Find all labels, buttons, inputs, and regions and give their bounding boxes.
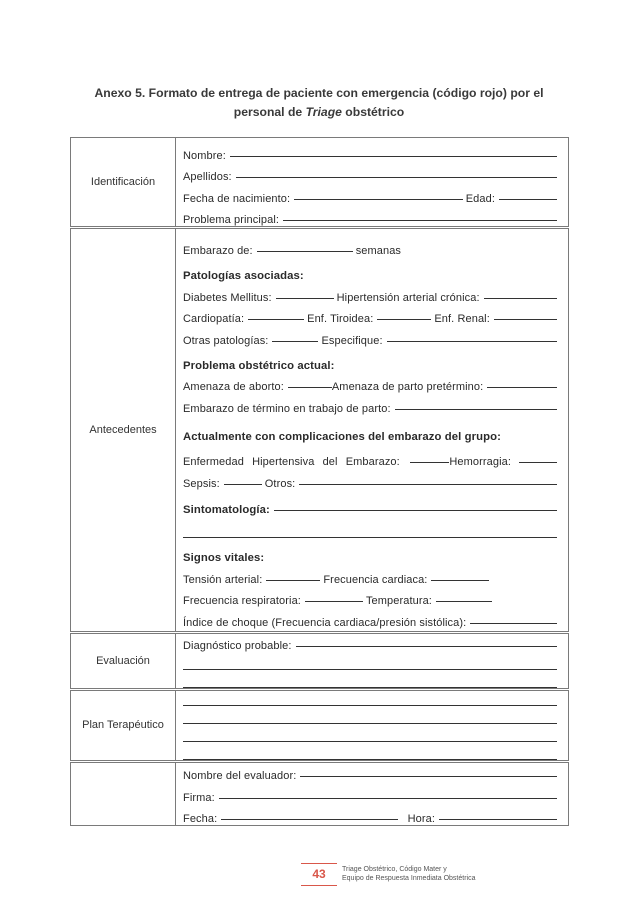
document-title [60, 84, 578, 122]
sepsis-label: Sepsis: [183, 477, 220, 490]
title-line-1: Anexo 5. Formato de entrega de paciente con emergencia (código rojo) por el [94, 86, 544, 100]
row-nombre [183, 140, 560, 162]
hemorragia-field[interactable] [519, 461, 557, 463]
footer-line-1: Triage Obstétrico, Código Mater y [342, 866, 447, 873]
fecha-nacimiento-label: Fecha de nacimiento: [183, 192, 291, 205]
firma-label: Firma: [183, 791, 215, 804]
row-signos-heading [183, 538, 560, 564]
indice-choque-field[interactable] [470, 622, 557, 624]
edad-field[interactable] [499, 198, 557, 200]
label-firma-empty [71, 761, 176, 825]
problema-field[interactable] [283, 219, 557, 221]
apellidos-label: Apellidos: [183, 171, 232, 184]
embarazo-termino-label: Embarazo de término en trabajo de parto: [183, 402, 391, 415]
temperatura-label: Temperatura: [365, 595, 432, 608]
row-amenazas [183, 372, 560, 394]
sintomatologia-field[interactable] [274, 509, 557, 511]
cardiopatia-label: Cardiopatía: [183, 313, 245, 326]
row-otras-patologias [183, 325, 560, 347]
frecuencia-cardiaca-field[interactable] [431, 579, 489, 581]
cardiopatia-field[interactable] [248, 318, 304, 320]
row-sepsis-otros [183, 468, 560, 490]
especifique-field[interactable] [387, 340, 557, 342]
section-firma [71, 761, 569, 825]
plan-line-3[interactable] [183, 724, 557, 742]
tension-arterial-label: Tensión arterial: [183, 573, 263, 586]
row-indice-choque [183, 607, 560, 629]
diabetes-label: Diabetes Mellitus: [183, 291, 272, 304]
hipertension-field[interactable] [484, 297, 557, 299]
otras-patologias-label: Otras patologías: [183, 334, 269, 347]
row-sintomatologia [183, 490, 560, 516]
diagnostico-field[interactable] [296, 645, 557, 647]
hora-field[interactable] [439, 818, 557, 820]
row-fecha-hora [183, 804, 560, 826]
tiroidea-field[interactable] [377, 318, 431, 320]
diagnostico-label: Diagnóstico probable: [183, 639, 292, 652]
frecuencia-respiratoria-field[interactable] [305, 600, 363, 602]
patologias-heading: Patologías asociadas: [183, 269, 304, 282]
complicaciones-heading: Actualmente con complicaciones del embarazo del grupo: [183, 430, 502, 443]
hemorragia-label: Hemorragia: [449, 455, 511, 468]
evaluador-label: Nombre del evaluador: [183, 769, 297, 782]
especifique-label: Especifique: [321, 334, 383, 347]
problema-actual-heading: Problema obstétrico actual: [183, 359, 335, 372]
apellidos-field[interactable] [236, 176, 557, 178]
tiroidea-label: Enf. Tiroidea: [307, 313, 374, 326]
enfermedad-hipertensiva-field[interactable] [410, 461, 450, 463]
otras-patologias-field[interactable] [272, 340, 318, 342]
row-enfermedad-hemorragia [183, 443, 560, 468]
indice-choque-label: Índice de choque (Frecuencia cardiaca/presión sistólica): [183, 616, 467, 629]
edad-label: Edad: [465, 192, 495, 205]
footer-text [342, 865, 475, 883]
label-evaluacion: Evaluación [71, 632, 176, 689]
fecha-field[interactable] [221, 818, 397, 820]
enfermedad-hipertensiva-label: Enfermedad Hipertensiva del Embarazo: [183, 455, 400, 468]
evaluador-field[interactable] [300, 775, 557, 777]
plan-line-4[interactable] [183, 742, 557, 760]
tension-arterial-field[interactable] [266, 579, 320, 581]
row-tension-fc [183, 564, 560, 586]
title-line-2-emphasis: Triage [305, 105, 342, 119]
sintomatologia-extra-line[interactable] [183, 516, 557, 539]
amenaza-parto-field[interactable] [487, 386, 557, 388]
sintomatologia-heading: Sintomatología: [183, 503, 270, 516]
sepsis-field[interactable] [224, 483, 262, 485]
frecuencia-respiratoria-label: Frecuencia respiratoria: [183, 595, 301, 608]
row-cardio-tiroidea-renal [183, 304, 560, 326]
content-identificacion [176, 138, 569, 228]
amenaza-parto-label: Amenaza de parto pretérmino: [331, 381, 484, 394]
diagnostico-line-3[interactable] [183, 670, 557, 688]
content-plan [176, 689, 569, 761]
title-line-2-post: obstétrico [341, 105, 405, 119]
fecha-nacimiento-field[interactable] [294, 198, 463, 200]
row-evaluador [183, 763, 560, 782]
fecha-label: Fecha: [183, 813, 218, 826]
otros-field[interactable] [299, 483, 557, 485]
diagnostico-line-2[interactable] [183, 652, 557, 670]
section-antecedentes [71, 228, 569, 633]
row-patologias-heading [183, 257, 560, 282]
row-problema [183, 205, 560, 227]
semanas-label: semanas [355, 244, 402, 257]
section-evaluacion [71, 632, 569, 689]
renal-label: Enf. Renal: [434, 313, 490, 326]
plan-line-2[interactable] [183, 706, 557, 724]
row-fecha-edad [183, 183, 560, 205]
nombre-field[interactable] [230, 155, 557, 157]
label-antecedentes: Antecedentes [71, 228, 176, 633]
semanas-field[interactable] [257, 250, 353, 252]
row-fr-temp [183, 586, 560, 608]
plan-line-1[interactable] [183, 691, 557, 706]
row-firma [183, 782, 560, 804]
section-plan [71, 689, 569, 761]
content-firma [176, 761, 569, 825]
otros-label: Otros: [264, 477, 296, 490]
title-line-2 [60, 103, 578, 122]
firma-field[interactable] [219, 797, 557, 799]
footer-rule-bottom [301, 885, 337, 886]
row-diabetes-hipertension [183, 282, 560, 304]
title-line-2-pre: personal de [233, 105, 306, 119]
problema-label: Problema principal: [183, 214, 280, 227]
row-complicaciones-heading [183, 415, 560, 443]
temperatura-field[interactable] [436, 600, 492, 602]
row-problema-actual-heading [183, 347, 560, 372]
content-evaluacion [176, 632, 569, 689]
amenaza-aborto-label: Amenaza de aborto: [183, 381, 284, 394]
content-antecedentes [176, 228, 569, 633]
nombre-label: Nombre: [183, 149, 226, 162]
footer-line-2: Equipo de Respuesta Inmediata Obstétrica [342, 875, 476, 882]
signos-vitales-heading: Signos vitales: [183, 552, 265, 565]
footer-rule-top [301, 863, 337, 864]
row-apellidos [183, 162, 560, 184]
diabetes-field[interactable] [276, 297, 334, 299]
frecuencia-cardiaca-label: Frecuencia cardiaca: [323, 573, 428, 586]
row-diagnostico [183, 634, 560, 652]
row-embarazo-termino [183, 393, 560, 415]
page-number: 43 [312, 867, 326, 881]
label-plan-terapeutico: Plan Terapéutico [71, 689, 176, 761]
section-identificacion [71, 138, 569, 228]
amenaza-aborto-field[interactable] [288, 386, 332, 388]
patient-handover-form [70, 137, 569, 826]
label-identificacion: Identificación [71, 138, 176, 228]
embarazo-de-label: Embarazo de: [183, 244, 253, 257]
renal-field[interactable] [494, 318, 557, 320]
embarazo-termino-field[interactable] [395, 408, 557, 410]
hipertension-label: Hipertensión arterial crónica: [336, 291, 480, 304]
hora-label: Hora: [407, 813, 435, 826]
row-embarazo [183, 235, 560, 257]
